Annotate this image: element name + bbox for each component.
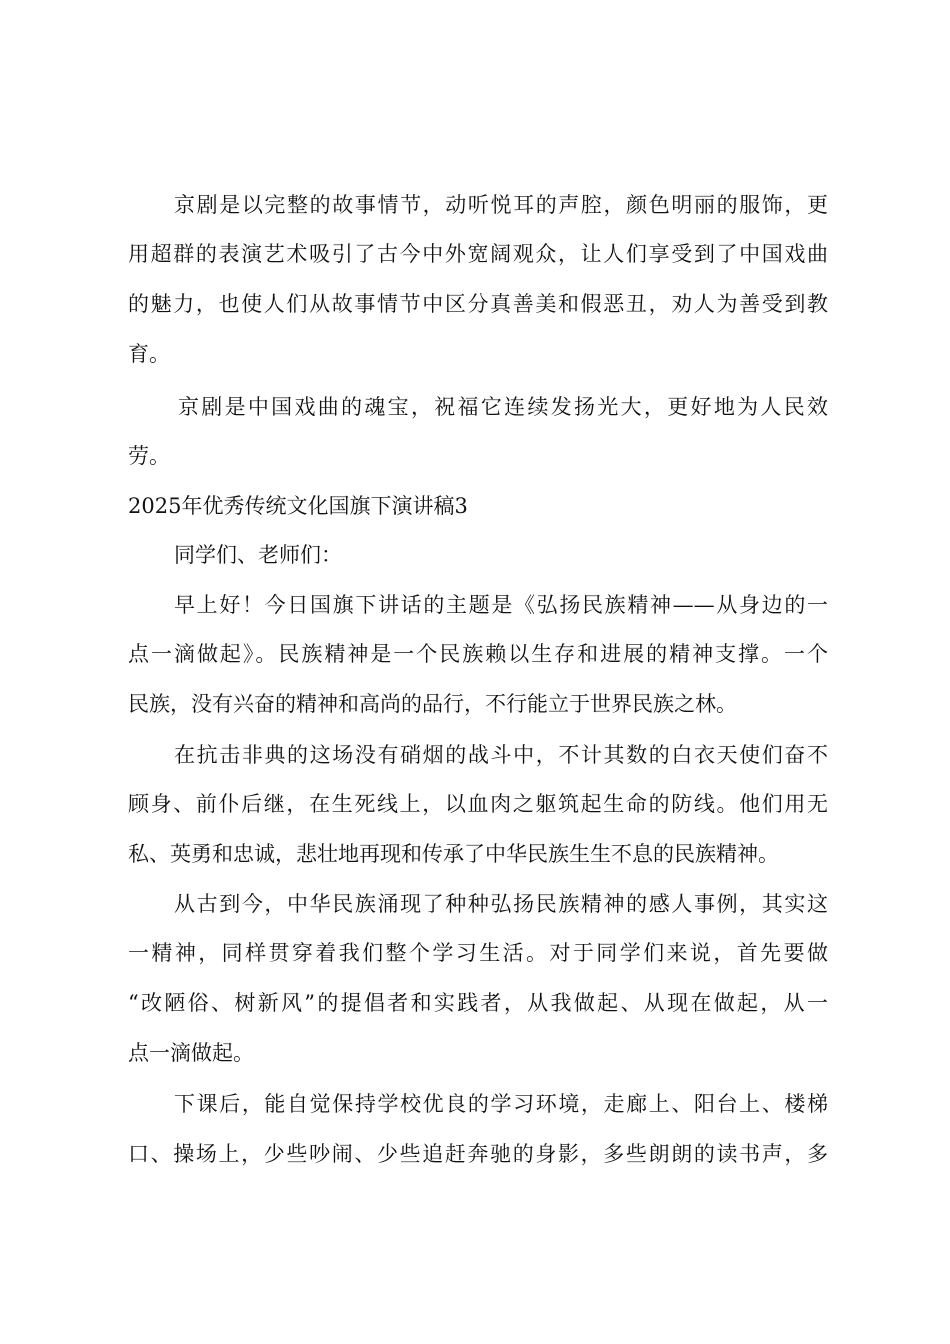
text-line: 点一滴做起。 bbox=[128, 1041, 254, 1065]
section-heading: 2025年优秀传统文化国旗下演讲稿3 bbox=[128, 494, 468, 518]
text-line: 京剧是中国戏曲的魂宝，祝福它连续发扬光大，更好地为人民效 bbox=[178, 395, 828, 419]
text-line: 京剧是以完整的故事情节，动听悦耳的声腔，颜色明丽的服饰，更 bbox=[174, 193, 828, 217]
text-line: 育。 bbox=[128, 342, 170, 366]
text-line: 早上好！今日国旗下讲话的主题是《弘扬民族精神——从身边的一 bbox=[174, 593, 828, 617]
text-line: 顾身、前仆后继，在生死线上，以血肉之躯筑起生命的防线。他们用无 bbox=[128, 792, 828, 816]
text-line: 一精神，同样贯穿着我们整个学习生活。对于同学们来说，首先要做 bbox=[128, 941, 828, 965]
salutation: 同学们、老师们： bbox=[174, 543, 342, 567]
text-line: “改陋俗、树新风”的提倡者和实践者，从我做起、从现在做起，从一 bbox=[128, 991, 828, 1015]
text-line: 口、操场上，少些吵闹、少些追赶奔驰的身影，多些朗朗的读书声，多 bbox=[128, 1142, 828, 1166]
text-line: 点一滴做起》。民族精神是一个民族赖以生存和进展的精神支撑。一个 bbox=[128, 642, 828, 666]
text-line: 的魅力，也使人们从故事情节中区分真善美和假恶丑，劝人为善受到教 bbox=[128, 292, 828, 316]
text-line: 下课后，能自觉保持学校优良的学习环境，走廊上、阳台上、楼梯 bbox=[174, 1092, 828, 1116]
text-line: 私、英勇和忠诚，悲壮地再现和传承了中华民族生生不息的民族精神。 bbox=[128, 842, 779, 866]
text-line: 从古到今，中华民族涌现了种种弘扬民族精神的感人事例，其实这 bbox=[174, 892, 828, 916]
text-line: 用超群的表演艺术吸引了古今中外宽阔观众，让人们享受到了中国戏曲 bbox=[128, 242, 828, 266]
text-line: 民族，没有兴奋的精神和高尚的品行，不行能立于世界民族之林。 bbox=[128, 692, 737, 716]
text-line: 劳。 bbox=[128, 444, 170, 468]
text-line: 在抗击非典的这场没有硝烟的战斗中，不计其数的白衣天使们奋不 bbox=[174, 743, 828, 767]
